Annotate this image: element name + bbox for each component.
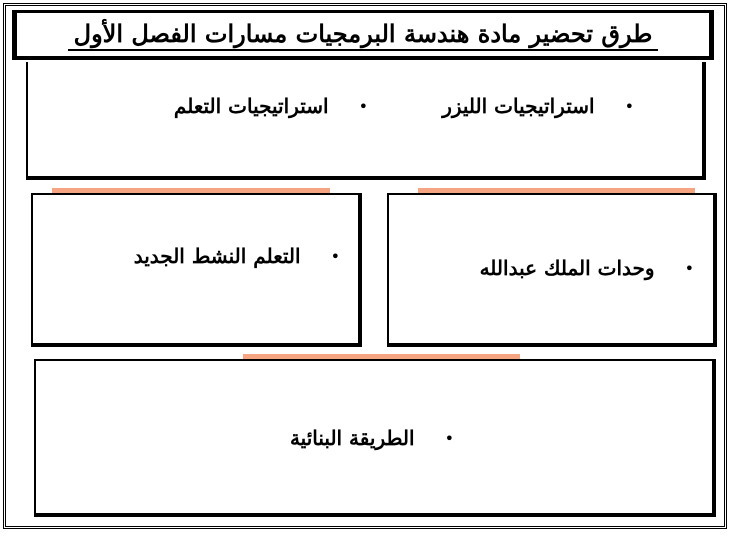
- bullet-icon: •: [624, 96, 634, 116]
- bullet-icon: •: [684, 258, 694, 278]
- item-label: التعلم النشط الجديد: [133, 244, 301, 268]
- title-banner: [12, 10, 714, 60]
- list-item: [442, 94, 634, 118]
- page-title: طرق تحضير مادة هندسة البرمجيات مسارات الفصل الأول: [68, 19, 659, 51]
- bullet-icon: •: [358, 96, 368, 116]
- top-box: [26, 62, 706, 180]
- bullet-icon: •: [444, 428, 454, 448]
- list-item: [134, 244, 340, 268]
- list-item: [290, 426, 454, 450]
- item-label: استراتيجيات التعلم: [173, 94, 329, 118]
- list-item: [174, 94, 368, 118]
- item-label: الطريقة البنائية: [289, 426, 415, 450]
- item-label: استراتيجيات الليزر: [442, 94, 595, 118]
- bullet-icon: •: [330, 246, 340, 266]
- item-label: وحدات الملك عبدالله: [479, 256, 655, 280]
- list-item: [480, 256, 694, 280]
- left-box: [31, 193, 362, 347]
